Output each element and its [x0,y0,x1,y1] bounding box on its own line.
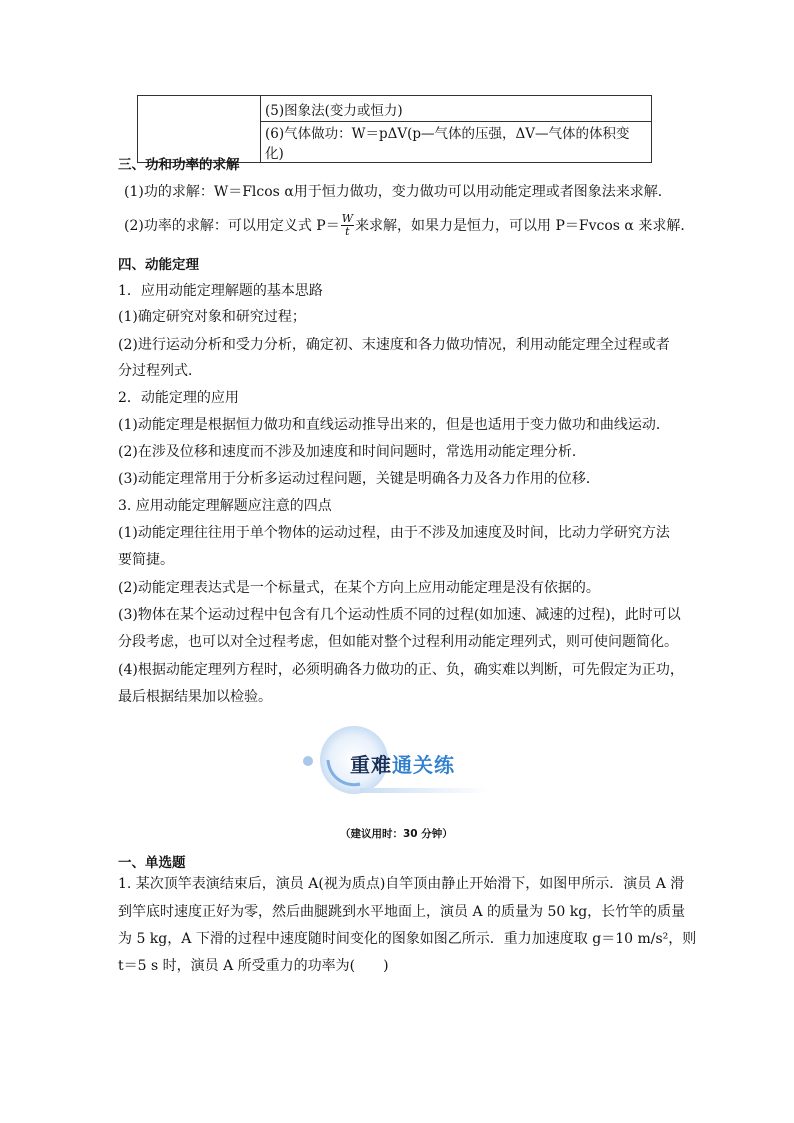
section4-line: (1)确定研究对象和研究过程； [118,309,306,325]
section4-line: (1)动能定理是根据恒力做功和直线运动推导出来的，但是也适用于变力做功和曲线运动． [118,417,670,433]
section4-line: (3)动能定理常用于分析多运动过程问题，关键是明确各力及各力作用的位移． [118,471,600,487]
exercise-heading: 一、单选题 [118,855,186,871]
fraction-numerator: W [341,211,354,225]
section3-p1: (1)功的求解：W＝Flcos α用于恒力做功，变力做功可以用动能定理或者图象法来求解． [124,184,672,200]
section4-line: 最后根据结果加以检验。 [118,689,272,705]
exercise-line: 为 5 kg，A 下滑的过程中速度随时间变化的图象如图乙所示．重力加速度取 g＝10 m/s²，则 [118,931,697,947]
table-row-gas-work: (6)气体做功：W＝pΔV(p—气体的压强，ΔV—气体的体积变化) [261,122,652,163]
section4-heading: 四、动能定理 [118,257,199,273]
section4-line: 分过程列式． [118,363,202,379]
section4-line: 要简捷。 [118,552,174,568]
p2-text-b: 来求解，如果力是恒力，可以用 P＝Fvcos α 来求解． [355,218,695,234]
section3-heading: 三、功和功率的求解 [118,157,240,173]
section4-line: 分段考虑，也可以对全过程考虑，但如能对整个过程利用动能定理列式，则可使问题简化。 [118,634,678,650]
small-dot-icon [303,756,313,766]
section3-p2 [124,208,694,242]
banner-title [350,749,455,778]
section-banner [300,722,500,802]
section4-line: (2)动能定理表达式是一个标量式，在某个方向上应用动能定理是没有依据的。 [118,580,600,596]
banner-title-dark: 重难 [350,753,392,777]
section4-line: (2)进行运动分析和受力分析，确定初、末速度和各力做功情况，利用动能定理全过程或者 [118,337,670,353]
section4-line: 3. 应用动能定理解题应注意的四点 [118,498,332,514]
p2-text-a: (2)功率的求解：可以用定义式 P＝ [124,218,340,234]
section4-line: (4)根据动能定理列方程时，必须明确各力做功的正、负，确实难以判断，可先假定为正功， [118,662,684,678]
section4-line: (2)在涉及位移和速度而不涉及加速度和时间问题时，常选用动能定理分析． [118,444,586,460]
power-fraction [341,213,354,238]
section4-line: 2．动能定理的应用 [118,390,239,406]
suggested-time: （建议用时：30 分钟） [340,828,453,840]
underline-bar-icon [360,788,490,793]
exercise-line: 1. 某次顶竿表演结束后，演员 A(视为质点)自竿顶由静止开始滑下，如图甲所示．演员 A 滑 [118,876,685,892]
exercise-line: 到竿底时速度正好为零，然后曲腿跳到水平地面上，演员 A 的质量为 50 kg，长竹竿的质量 [118,904,686,920]
fraction-denominator: t [345,224,350,238]
section4-line: 1．应用动能定理解题的基本思路 [118,283,323,299]
banner-title-light: 通关练 [392,753,455,777]
table-row-graph: (5)图象法(变力或恒力) [261,96,652,122]
exercise-line: t＝5 s 时，演员 A 所受重力的功率为( ) [118,958,389,974]
section4-line: (3)物体在某个运动过程中包含有几个运动性质不同的过程(如加速、减速的过程)，此时可以 [118,607,681,623]
section4-line: (1)动能定理往往用于单个物体的运动过程，由于不涉及加速度及时间，比动力学研究方法 [118,525,670,541]
